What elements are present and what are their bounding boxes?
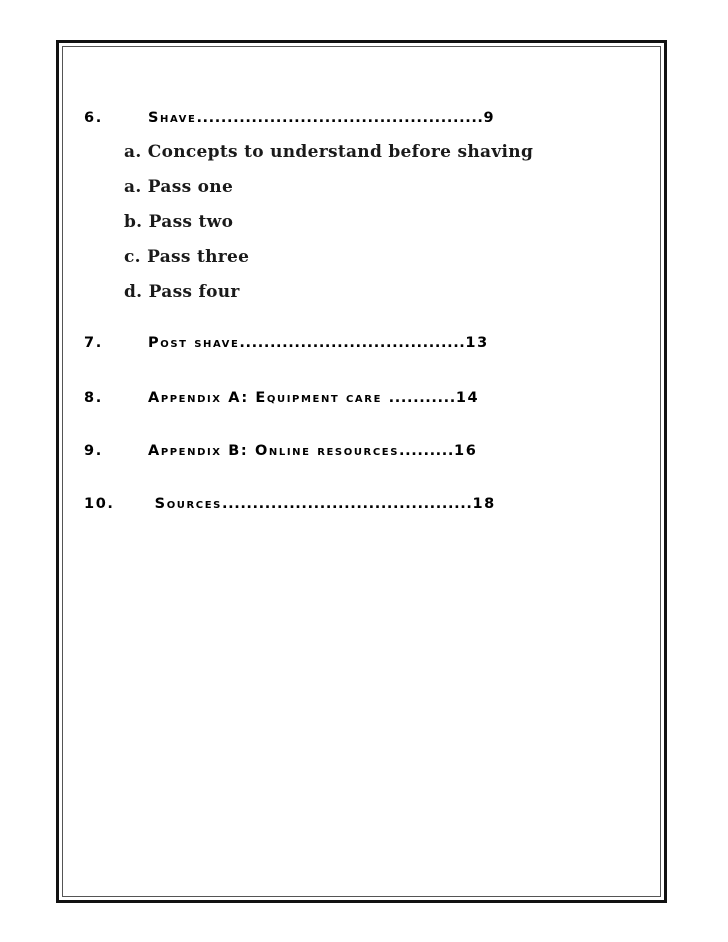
- toc-entry-leader: ...........: [388, 390, 456, 406]
- toc-entry-page: 14: [455, 390, 480, 406]
- toc-subitem[interactable]: c. Pass three: [124, 247, 250, 267]
- page-border-inner: [62, 46, 661, 897]
- toc-entry-title: Shave: [148, 110, 197, 126]
- toc-entry-shave[interactable]: [84, 108, 624, 128]
- toc-subitem[interactable]: d. Pass four: [124, 282, 240, 302]
- toc-entry-appendix-b[interactable]: [84, 441, 624, 461]
- toc-entry-number: 9.: [84, 443, 103, 459]
- toc-entry-leader: .........................................: [222, 496, 473, 512]
- toc-entry-appendix-a[interactable]: [84, 388, 624, 408]
- toc-subitem[interactable]: a. Concepts to understand before shaving: [124, 142, 534, 162]
- toc-subitem[interactable]: b. Pass two: [124, 212, 234, 232]
- toc-entry-title: Appendix B: Online resources: [148, 443, 400, 459]
- toc-entry-page: 9: [483, 110, 496, 126]
- toc-entry-leader: ...............................................: [196, 110, 484, 126]
- toc-entry-page: 13: [465, 335, 489, 351]
- toc-entry-number: 6.: [84, 110, 103, 126]
- toc-entry-sources[interactable]: [84, 494, 624, 514]
- toc-entry-page: 16: [454, 443, 478, 459]
- toc-entry-number: 7.: [84, 335, 103, 351]
- toc-entry-title: Post shave: [148, 335, 240, 351]
- toc-entry-post-shave[interactable]: [84, 333, 624, 353]
- toc-entry-title: Sources: [148, 496, 222, 512]
- toc-subitem[interactable]: a. Pass one: [124, 177, 234, 197]
- toc-entry-number: 10.: [84, 496, 115, 512]
- toc-entry-leader: .....................................: [239, 335, 466, 351]
- toc-entry-page: 18: [472, 496, 496, 512]
- toc-entry-leader: .........: [399, 443, 455, 459]
- toc-entry-number: 8.: [84, 390, 103, 406]
- page-border: [56, 40, 667, 903]
- toc-entry-title: Appendix A: Equipment care: [148, 390, 389, 406]
